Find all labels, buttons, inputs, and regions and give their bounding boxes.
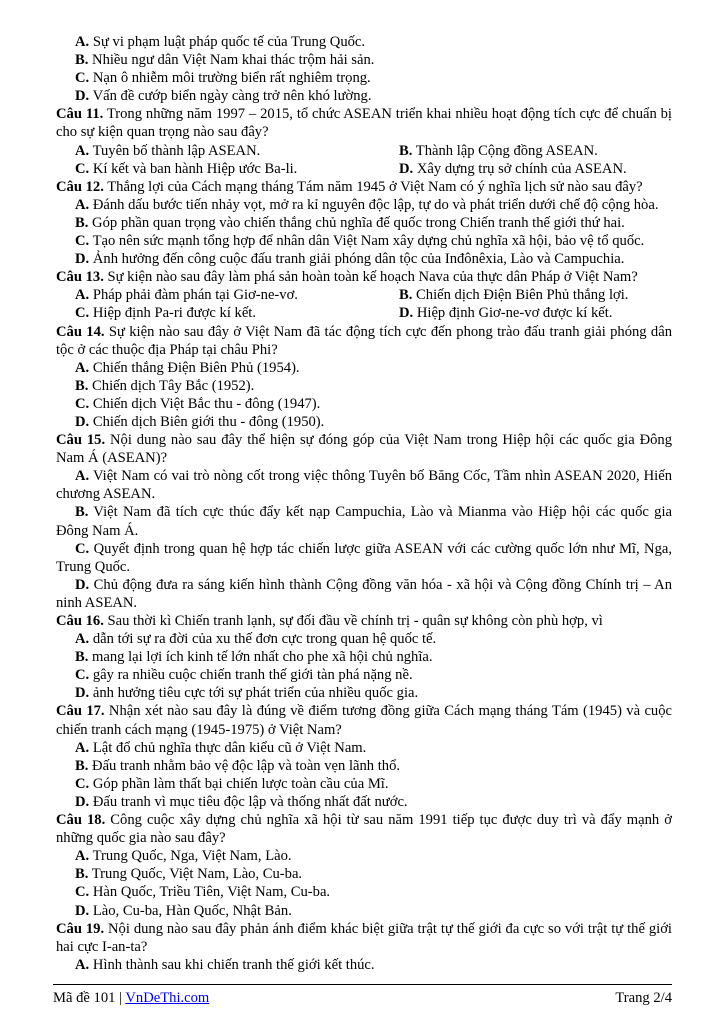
question-text: Nhận xét nào sau đây là đúng về điểm tương đồng giữa Cách mạng tháng Tám (1945) và cuộc chiến tranh cách mạng (1945-1975) ở Việt Nam? [56,703,672,738]
option-text: Đánh dấu bước tiến nhảy vọt, mở ra kỉ nguyên độc lập, tự do và phát triển dưới chế độ cộng hòa. [89,196,659,213]
option-row [56,232,672,250]
option-text: Chiến dịch Biên giới thu - đông (1950). [89,413,325,430]
option-row [56,377,672,395]
question-stem [56,268,672,286]
question-text: Nội dung nào sau đây phản ánh điểm khác biệt giữa trật tự thế giới đa cực so với trật tự thế giới hai cực I-an-ta? [56,920,672,955]
option-label: D. [75,251,90,268]
option-text: ảnh hưởng tiêu cực tới sự phát triển của nhiều quốc gia. [89,685,419,702]
question-stem [56,105,672,141]
option-label: D. [75,685,90,702]
question-label: Câu 18. [56,812,106,829]
option-label: C. [75,305,90,322]
option-text: Sự vi phạm luật pháp quốc tế của Trung Quốc. [89,34,366,50]
option-label: B. [399,287,413,304]
option-label: A. [75,848,90,865]
question-label: Câu 14. [56,323,105,340]
option-row [56,540,672,576]
option-text: Hình thành sau khi chiến tranh thế giới kết thúc. [89,956,375,973]
option-row [56,395,672,413]
option-row [56,160,672,178]
page-footer [53,989,672,1007]
option-label: C. [75,884,90,901]
option-label: A. [75,359,90,376]
option-row [56,69,672,87]
option-text: dẫn tới sự ra đời của xu thế đơn cực trong quan hệ quốc tế. [89,631,437,648]
option-row [56,214,672,232]
option-text: Ảnh hưởng đến công cuộc đấu tranh giải phóng dân tộc của Inđônêxia, Lào và Campuchia. [89,251,625,268]
option-row [56,883,672,901]
option-label: C. [75,667,90,684]
option-label: D. [399,305,414,322]
option-label: C. [75,540,90,557]
question-stem [56,323,672,359]
question-text: Sự kiện nào sau đây ở Việt Nam đã tác động tích cực đến phong trào đấu tranh giải phóng dân tộc ở các thuộc địa Pháp tại châu Phi? [56,323,672,358]
option-label: D. [399,160,414,177]
option-label: A. [75,196,90,213]
question-stem [56,612,672,630]
option-row [56,793,672,811]
option-label: A. [75,34,90,50]
option-label: B. [75,52,89,69]
exam-content [56,33,672,974]
option-text: Tuyên bố thành lập ASEAN. [89,142,261,159]
option-text: Đấu tranh vì mục tiêu độc lập và thống nhất đất nước. [89,793,408,810]
option-label: A. [75,287,90,304]
option-text: Góp phần làm thất bại chiến lược toàn cầu của Mĩ. [89,775,389,792]
option-text: Hiệp định Pa-ri được kí kết. [89,305,257,322]
option-row [56,684,672,702]
option-text: Vấn đề cướp biển ngày càng trở nên khó lường. [89,88,372,105]
option-label: C. [75,160,90,177]
option-text: Chủ động đưa ra sáng kiến hình thành Cộng đồng văn hóa - xã hội và Cộng đồng Chính trị – An ninh ASEAN. [56,576,672,611]
option-text: Nhiều ngư dân Việt Nam khai thác trộm hải sản. [88,52,375,69]
question-stem [56,811,672,847]
option-text: Thành lập Cộng đồng ASEAN. [412,142,598,159]
option-text: Lật đổ chủ nghĩa thực dân kiểu cũ ở Việt Nam. [89,739,367,756]
question-label: Câu 13. [56,269,104,286]
option-row [56,250,672,268]
option-text: Lào, Cu-ba, Hàn Quốc, Nhật Bản. [89,902,292,919]
option-row [56,359,672,377]
question-label: Câu 17. [56,703,105,720]
option-label: B. [75,504,89,521]
option-row [56,467,672,503]
option-label: B. [399,142,413,159]
option-label: B. [75,757,89,774]
question-stem [56,178,672,196]
question-label: Câu 15. [56,432,106,449]
option-text: Việt Nam đã tích cực thúc đẩy kết nạp Campuchia, Lào và Mianma vào Hiệp hội các quốc gia Đông Nam Á. [56,504,672,539]
option-text: Kí kết và ban hành Hiệp ước Ba-li. [89,160,298,177]
question-text: Công cuộc xây dựng chủ nghĩa xã hội từ sau năm 1991 tiếp tục được duy trì và đẩy mạnh ở những quốc gia nào sau đây? [56,812,672,847]
question-text: Sau thời kì Chiến tranh lạnh, sự đối đầu về chính trị - quân sự không còn phù hợp, vì [103,613,603,629]
question-stem [56,702,672,738]
option-row [56,757,672,775]
option-text: Việt Nam có vai trò nòng cốt trong việc thông Tuyên bố Băng Cốc, Tầm nhìn ASEAN 2020, Hiến chương ASEAN. [56,468,672,503]
option-row [56,286,672,304]
option-label: C. [75,775,90,792]
site-link[interactable]: VnDeThi.com [125,990,210,1006]
option-label: A. [75,142,90,159]
option-row [56,630,672,648]
option-label: D. [75,576,90,593]
option-row [56,847,672,865]
option-label: C. [75,395,90,412]
question-text: Nội dung nào sau đây thể hiện sự đóng góp của Việt Nam trong Hiệp hội các quốc gia Đông Nam Á (ASEAN)? [56,432,673,467]
option-row [56,576,672,612]
option-text: gây ra nhiều cuộc chiến tranh thế giới tàn phá nặng nề. [89,667,413,684]
question-stem [56,920,672,956]
question-label: Câu 16. [56,613,104,629]
option-label: A. [75,739,90,756]
option-label: C. [75,70,90,87]
question-label: Câu 12. [56,178,104,195]
option-text: Hiệp định Giơ-ne-vơ được kí kết. [413,305,613,322]
question-label: Câu 11. [56,106,104,123]
option-text: Hàn Quốc, Triều Tiên, Việt Nam, Cu-ba. [89,884,331,901]
option-label: A. [75,956,90,973]
option-text: Chiến dịch Điện Biên Phủ thắng lợi. [412,287,629,304]
option-text: Pháp phải đàm phán tại Giơ-ne-vơ. [89,287,298,304]
option-row [56,775,672,793]
option-row [56,33,672,51]
page-number: Trang 2/4 [615,990,672,1006]
option-row [56,739,672,757]
option-label: A. [75,631,90,648]
option-label: C. [75,233,90,250]
option-row [56,196,672,214]
option-label: D. [75,902,90,919]
option-text: Chiến thắng Điện Biên Phủ (1954). [89,359,300,376]
option-row [56,51,672,69]
option-text: Chiến dịch Việt Bắc thu - đông (1947). [89,395,321,412]
option-text: Tạo nên sức mạnh tổng hợp để nhân dân Việt Nam xây dựng chủ nghĩa xã hội, bảo vệ tổ quốc. [89,233,645,250]
option-row [56,865,672,883]
option-label: B. [75,866,89,883]
option-text: Đấu tranh nhằm bảo vệ độc lập và toàn vẹn lãnh thổ. [88,757,401,774]
option-row [56,648,672,666]
option-text: Chiến dịch Tây Bắc (1952). [88,377,255,394]
option-text: Trung Quốc, Nga, Việt Nam, Lào. [89,848,292,865]
option-text: Quyết định trong quan hệ hợp tác chiến lược giữa ASEAN với các cường quốc lớn như Mĩ, Nga, Trung Quốc. [56,540,672,575]
option-label: A. [75,468,90,485]
option-row [56,956,672,974]
footer-divider [53,984,672,985]
question-text: Trong những năm 1997 – 2015, tổ chức ASEAN triển khai nhiều hoạt động tích cực để chuẩn bị cho sự kiện quan trọng nào sau đây? [56,106,672,141]
option-text: Xây dựng trụ sở chính của ASEAN. [413,160,627,177]
option-row [56,666,672,684]
footer-exam-code [53,989,209,1007]
option-text: Góp phần quan trọng vào chiến thắng chủ nghĩa đế quốc trong Chiến tranh thế giới thứ hai. [88,214,625,231]
option-row [56,413,672,431]
option-row [56,142,672,160]
option-label: B. [75,377,89,394]
option-label: D. [75,413,90,430]
question-label: Câu 19. [56,920,105,937]
option-label: B. [75,214,89,231]
question-text: Sự kiện nào sau đây làm phá sản hoàn toàn kế hoạch Nava của thực dân Pháp ở Việt Nam? [103,269,638,286]
option-text: Trung Quốc, Việt Nam, Lào, Cu-ba. [88,866,303,883]
question-text: Thắng lợi của Cách mạng tháng Tám năm 1945 ở Việt Nam có ý nghĩa lịch sử nào sau đây? [103,178,643,195]
option-row [56,902,672,920]
option-text: Nạn ô nhiễm môi trường biển rất nghiêm trọng. [89,70,371,87]
option-label: D. [75,88,90,105]
option-label: B. [75,649,89,666]
option-row [56,87,672,105]
option-row [56,503,672,539]
question-stem [56,431,672,467]
option-row [56,304,672,322]
exam-code-text: Mã đề 101 | [53,990,126,1006]
option-label: D. [75,793,90,810]
option-text: mang lại lợi ích kinh tế lớn nhất cho phe xã hội chủ nghĩa. [88,649,433,666]
